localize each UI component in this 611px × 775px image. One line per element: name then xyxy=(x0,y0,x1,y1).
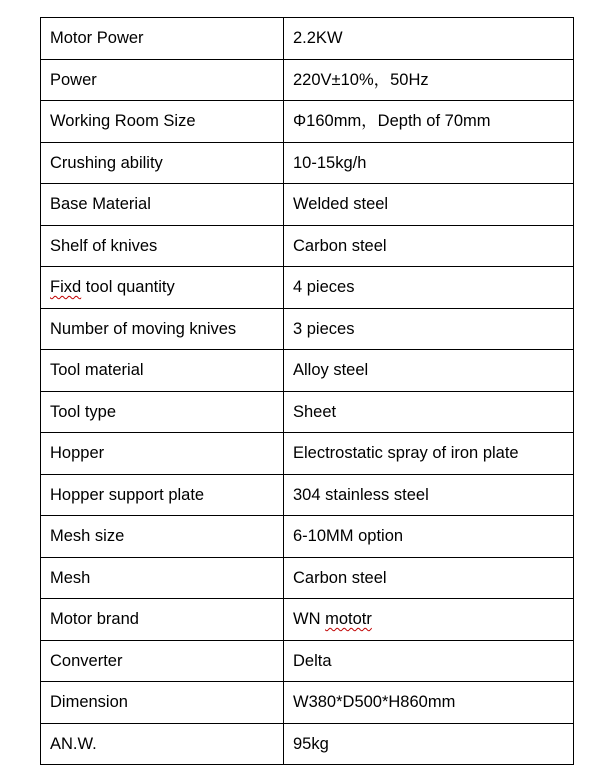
spec-value: 2.2KW xyxy=(284,18,574,60)
spec-value: Carbon steel xyxy=(284,557,574,599)
spec-label: AN.W. xyxy=(41,723,284,765)
spec-value: 10-15kg/h xyxy=(284,142,574,184)
table-row xyxy=(41,267,574,309)
spec-value: 304 stainless steel xyxy=(284,474,574,516)
spell-flagged-word: mototr xyxy=(325,610,372,628)
spec-value: Delta xyxy=(284,640,574,682)
table-row xyxy=(41,59,574,101)
spec-value: 4 pieces xyxy=(284,267,574,309)
spec-value-pre: WN xyxy=(293,610,326,628)
spec-label: Tool material xyxy=(41,350,284,392)
spec-label: Base Material xyxy=(41,184,284,226)
spec-label: Motor brand xyxy=(41,599,284,641)
spec-label: Working Room Size xyxy=(41,101,284,143)
spec-label-rest: tool quantity xyxy=(81,278,175,296)
spec-label: Mesh size xyxy=(41,516,284,558)
spec-value: W380*D500*H860mm xyxy=(284,682,574,724)
spec-value: 6-10MM option xyxy=(284,516,574,558)
spell-flagged-word: Fixd xyxy=(50,278,82,296)
spec-label: Tool type xyxy=(41,391,284,433)
spec-value xyxy=(284,599,574,641)
spec-value: 220V±10%，50Hz xyxy=(284,59,574,101)
table-row xyxy=(41,723,574,765)
table-row xyxy=(41,350,574,392)
table-row xyxy=(41,391,574,433)
spec-label: Shelf of knives xyxy=(41,225,284,267)
table-row xyxy=(41,18,574,60)
spec-value: 3 pieces xyxy=(284,308,574,350)
spec-value: Sheet xyxy=(284,391,574,433)
table-row xyxy=(41,101,574,143)
spec-value: Electrostatic spray of iron plate xyxy=(284,433,574,475)
spec-label xyxy=(41,267,284,309)
table-row xyxy=(41,433,574,475)
table-row xyxy=(41,184,574,226)
spec-label: Crushing ability xyxy=(41,142,284,184)
spec-value: Welded steel xyxy=(284,184,574,226)
spec-value: 95kg xyxy=(284,723,574,765)
spec-value: Alloy steel xyxy=(284,350,574,392)
spec-value: Carbon steel xyxy=(284,225,574,267)
spec-label: Mesh xyxy=(41,557,284,599)
spec-table xyxy=(40,17,574,765)
spec-label: Dimension xyxy=(41,682,284,724)
table-row xyxy=(41,142,574,184)
spec-value: Φ160mm，Depth of 70mm xyxy=(284,101,574,143)
spec-label: Number of moving knives xyxy=(41,308,284,350)
table-row xyxy=(41,516,574,558)
spec-label: Motor Power xyxy=(41,18,284,60)
table-row xyxy=(41,640,574,682)
table-row xyxy=(41,308,574,350)
table-row xyxy=(41,225,574,267)
table-row xyxy=(41,557,574,599)
spec-label: Converter xyxy=(41,640,284,682)
table-row xyxy=(41,599,574,641)
table-row xyxy=(41,474,574,516)
spec-label: Hopper xyxy=(41,433,284,475)
table-row xyxy=(41,682,574,724)
spec-label: Power xyxy=(41,59,284,101)
spec-label: Hopper support plate xyxy=(41,474,284,516)
